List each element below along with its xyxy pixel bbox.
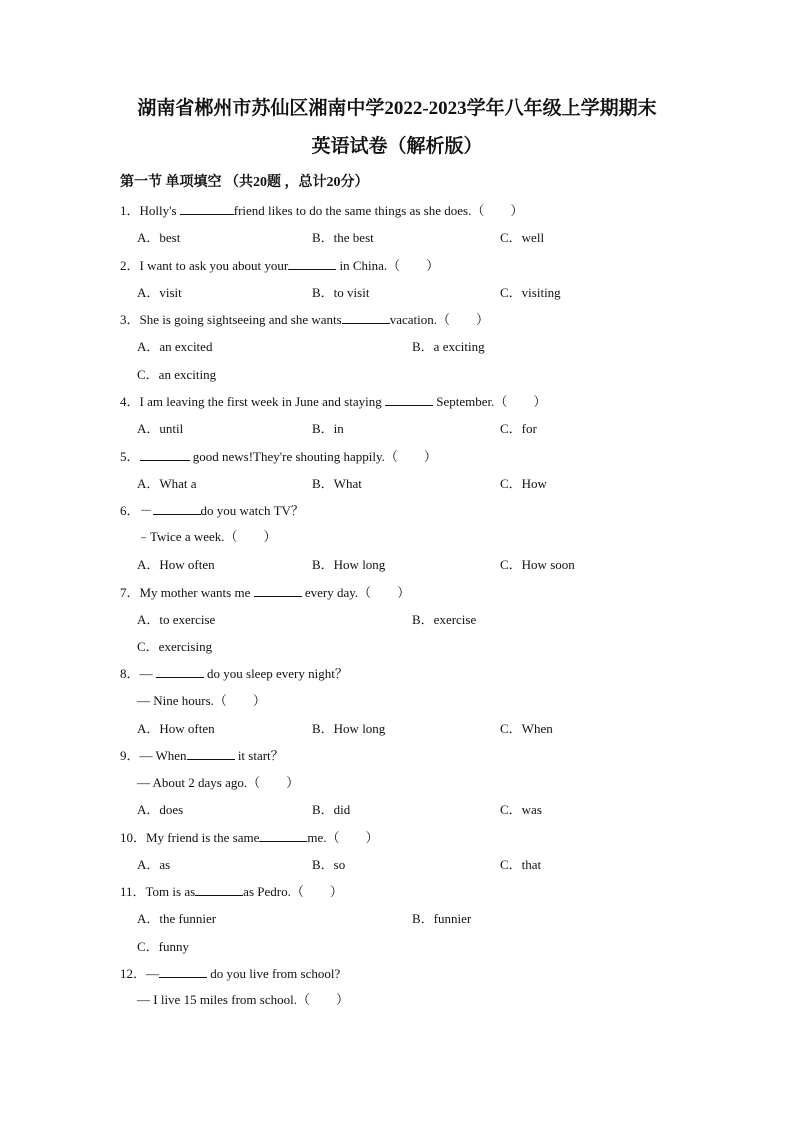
dialogue-answer: — I live 15 miles from school.（ ） — [137, 992, 349, 1007]
option-a: A．until — [137, 421, 184, 436]
question-11 — [120, 883, 343, 900]
question-text: 7．My mother wants me — [120, 585, 254, 600]
option-b: B．the best — [312, 230, 374, 245]
option-b: B．so — [312, 857, 346, 872]
question-text: 4．I am leaving the first week in June and staying — [120, 394, 385, 409]
option-c: C．was — [500, 802, 542, 817]
question-8 — [120, 665, 348, 682]
question-12 — [120, 965, 340, 982]
document-title-line1: 湖南省郴州市苏仙区湘南中学2022-2023学年八年级上学期期末 — [137, 98, 657, 119]
option-c: C．When — [500, 721, 553, 736]
question-text: 5． — [120, 449, 140, 464]
answer-blank — [259, 829, 307, 842]
answer-blank — [288, 257, 336, 270]
option-c: C．an exciting — [137, 367, 217, 382]
question-text: 3．She is going sightseeing and she wants — [120, 312, 342, 327]
answer-blank — [195, 883, 243, 896]
option-b: B．a exciting — [412, 339, 485, 354]
option-a: A．as — [137, 857, 171, 872]
question-10 — [120, 829, 379, 846]
question-text: me.（ ） — [307, 830, 379, 845]
option-c: C．for — [500, 421, 537, 436]
option-a: A．an excited — [137, 339, 213, 354]
question-text: 1．Holly's — [120, 203, 180, 218]
question-text: 10．My friend is the same — [120, 830, 260, 845]
question-text: September.（ ） — [433, 394, 547, 409]
option-a: A．to exercise — [137, 612, 216, 627]
question-text: vacation.（ ） — [389, 312, 490, 327]
question-text: every day.（ ） — [301, 585, 411, 600]
option-c: C．exercising — [137, 639, 213, 654]
question-5 — [120, 448, 437, 465]
question-7 — [120, 584, 410, 601]
question-text: 12．— — [120, 966, 160, 981]
question-text: do you live from school? — [207, 966, 341, 981]
option-b: B．in — [312, 421, 344, 436]
question-text: 6．－ — [120, 503, 153, 518]
question-text: do you sleep every night？ — [203, 666, 348, 681]
option-c: C．that — [500, 857, 542, 872]
dialogue-answer: ﹣Twice a week.（ ） — [137, 529, 277, 544]
option-c: C．How soon — [500, 557, 575, 572]
option-b: B．What — [312, 476, 362, 491]
option-b: B．How long — [312, 557, 386, 572]
answer-blank — [385, 393, 433, 406]
question-6 — [120, 502, 304, 519]
answer-blank — [156, 665, 204, 678]
option-a: A．visit — [137, 285, 182, 300]
dialogue-answer: — Nine hours.（ ） — [137, 693, 266, 708]
answer-blank — [187, 747, 235, 760]
option-a: A．What a — [137, 476, 197, 491]
option-b: B．exercise — [412, 612, 477, 627]
document-title-line2: 英语试卷（解析版） — [311, 136, 483, 157]
option-a: A．the funnier — [137, 911, 217, 926]
question-text: do you watch TV？ — [200, 503, 304, 518]
question-text: 2．I want to ask you about your — [120, 258, 289, 273]
answer-blank — [254, 584, 302, 597]
option-b: B．funnier — [412, 911, 472, 926]
question-text: in China.（ ） — [336, 258, 440, 273]
answer-blank — [159, 965, 207, 978]
answer-blank — [153, 502, 201, 515]
question-text: friend likes to do the same things as she does.（ ） — [233, 203, 524, 218]
option-a: A．How often — [137, 721, 215, 736]
option-b: B．How long — [312, 721, 386, 736]
option-a: A．does — [137, 802, 184, 817]
question-text: 11．Tom is as — [120, 884, 196, 899]
answer-blank — [342, 311, 390, 324]
question-text: it start？ — [234, 748, 284, 763]
option-c: C．funny — [137, 939, 190, 954]
section-heading: 第一节 单项填空 （共20题 ，总计20分） — [120, 175, 369, 190]
answer-blank — [140, 448, 190, 461]
question-9 — [120, 747, 284, 764]
option-c: C．How — [500, 476, 547, 491]
question-text: 9．— When — [120, 748, 187, 763]
option-c: C．well — [500, 230, 545, 245]
option-a: A．best — [137, 230, 181, 245]
option-c: C．visiting — [500, 285, 561, 300]
question-1 — [120, 202, 523, 219]
option-a: A．How often — [137, 557, 215, 572]
option-b: B．to visit — [312, 285, 370, 300]
question-text: good news!They're shouting happily.（ ） — [189, 449, 437, 464]
question-4 — [120, 393, 546, 410]
dialogue-answer: — About 2 days ago.（ ） — [137, 775, 300, 790]
question-text: as Pedro.（ ） — [243, 884, 343, 899]
question-text: 8．— — [120, 666, 156, 681]
option-b: B．did — [312, 802, 351, 817]
answer-blank — [180, 202, 234, 215]
question-3 — [120, 311, 489, 328]
question-2 — [120, 257, 439, 274]
